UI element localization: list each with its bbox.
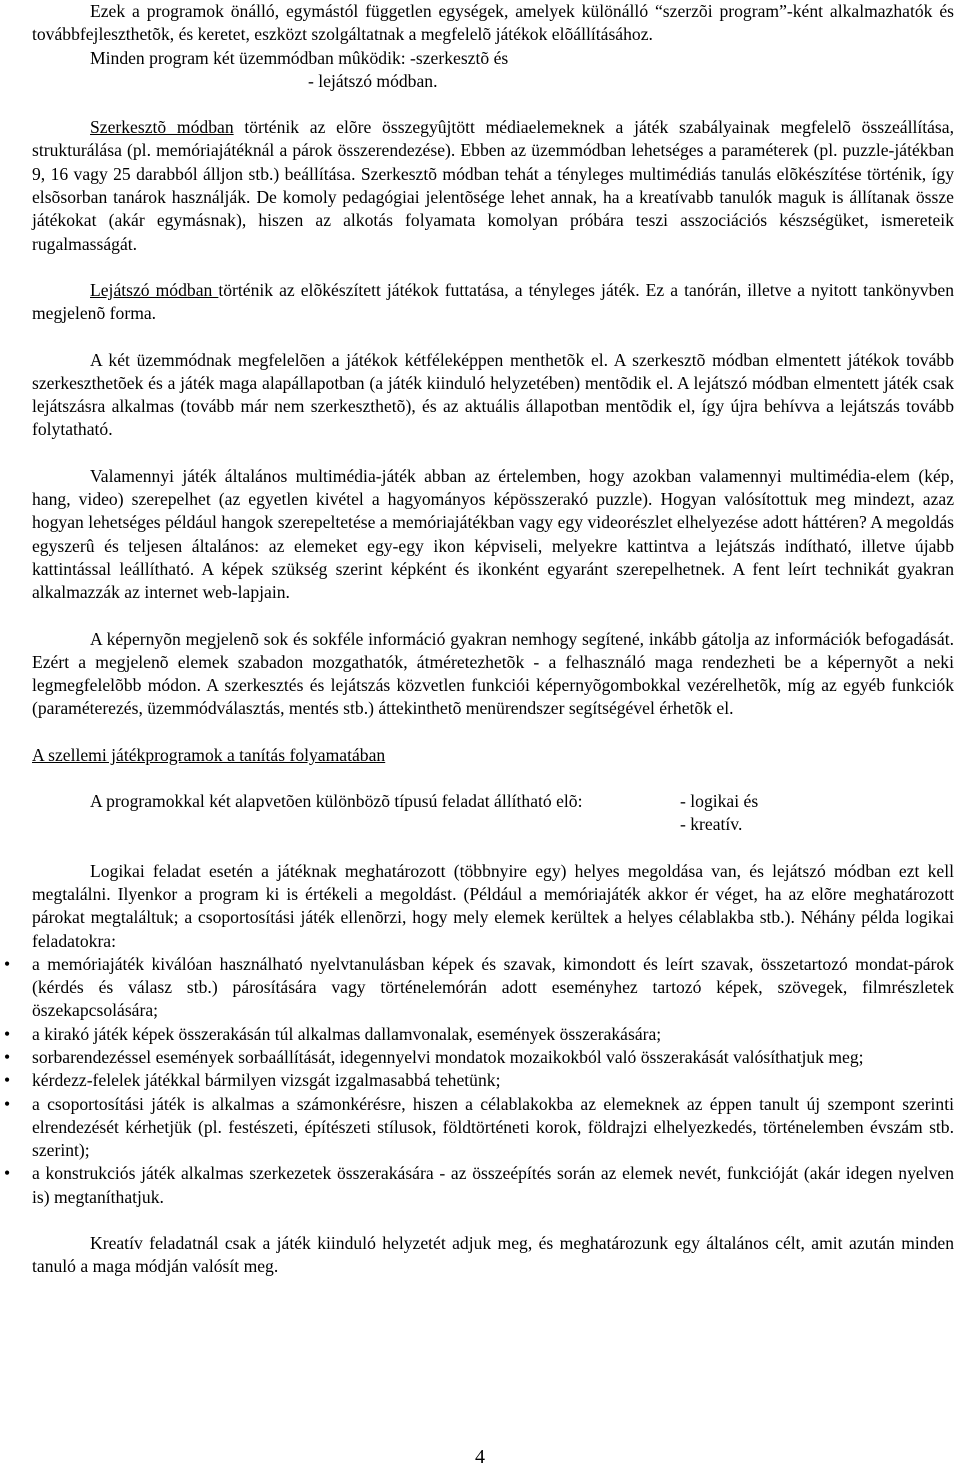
mode-playback (32, 70, 954, 93)
paragraph-playback-mode (32, 279, 954, 326)
editor-mode-text: történik az elõre összegyûjtött médiaelemeknek a játék szabályainak megfelelõ összeállítása, strukturálása (pl. memóriajátéknál a párok összerendezése). Ebben az üzemmódban lehetséges a paraméterek (pl. puzzle-játékban 9, 16 vagy 25 darabból álljon stb.) beállítása. Szerkesztõ módban tehát a tényleges multimédiás tanulás elõkészítése történik, így elsõsorban tanárok használják. De komoly pedagógiai jelentõsége lehet annak, ha a kreatívabb tanulók maguk is állítanak össze játékokat (akár egymásnak), hiszen az alkotás folyamata komolyan próbára teszi asszociációs készségüket, ismereteik rugalmasságát. (32, 117, 954, 254)
paragraph-saving: A két üzemmódnak megfelelõen a játékok kétféleképpen menthetõk el. A szerkesztõ módban elmentett játékok tovább szerkeszthetõek és a játék maga alapállapotban (a játék kiinduló helyzetében) mentõdik el. A lejátszó módban elmentett játék csak lejátszásra alkalmas (tovább már nem szerkeszthetõ), és az aktuális állapotban mentõdik el, így újra behívva a lejátszás tovább folytatható. (32, 349, 954, 440)
list-item: • a konstrukciós játék alkalmas szerkezetek összerakására - az összeépítés során az elemek nevét, funkcióját (akár idegen nyelven is) megtaníthatjuk. (32, 1162, 954, 1209)
examples-list (32, 953, 954, 1209)
paragraph-logical-task: Logikai feladat esetén a játéknak meghatározott (többnyire egy) helyes megoldása van, és lejátszó módban ezt kell megtalálni. Ilyenkor a program ki is értékeli a megoldást. (Például a memóriajáték akkor ér véget, ha az elõre meghatározott párokat megtaláltuk; a csoportosítási játék ellenõrzi, hogy mely elemek kerültek a helyes célablakba stb.). Néhány példa logikai feladatokra: (32, 860, 954, 951)
list-item: • a kirakó játék képek összerakásán túl alkalmas dallamvonalak, események összerakására; (32, 1023, 954, 1046)
list-item: • a csoportosítási játék is alkalmas a számonkérésre, hiszen a célablakokba az elemeknek az éppen tanult új szempont szerinti elrendezését kérhetjük (pl. festészeti, építészeti stílusok, földtörténeti korok, földrajzi elhelyezkedés, történelemben évszám stb. szerint); (32, 1093, 954, 1163)
list-item: • sorbarendezéssel események sorbaállítását, idegennyelvi mondatok mozaikokból való összerakását valósíthatjuk meg; (32, 1046, 954, 1069)
paragraph-intro: Ezek a programok önálló, egymástól független egységek, amelyek különálló “szerzõi program”-ként alkalmazhatók és továbbfejleszthetõk, és keretet, eszközt szolgáltatnak a megfelelõ játékok elõállításához. (32, 1, 954, 45)
task-option-creative: - kreatív. (680, 814, 743, 835)
task-types (32, 790, 954, 837)
task-intro: A programokkal két alapvetõen különbözõ típusú feladat állítható elõ: (90, 791, 583, 812)
term-editor-mode: Szerkesztõ módban (90, 117, 234, 138)
list-item: • kérdezz-felelek játékkal bármilyen vizsgát izgalmasabbá tehetünk; (32, 1069, 954, 1092)
page-number: 4 (475, 1446, 485, 1468)
document-page (32, 0, 954, 1279)
term-playback-mode: Lejátszó módban (90, 279, 219, 300)
paragraph-screen: A képernyõn megjelenõ sok és sokféle információ gyakran nemhogy segítené, inkább gátolja az információk befogadását. Ezért a megjelenõ elemek szabadon mozgathatók, átméretezhetõk - a felhasználó maga rendezheti be a képernyõt a neki legmegfelelõbb módon. A szerkesztés és lejátszás közvetlen funkciói képernyõgombokkal vezérelhetõk, míg az egyéb funkciók (paraméterezés, üzemmódválasztás, mentés stb.) áttekinthetõ menürendszer segítségével érhetõk el. (32, 628, 954, 719)
paragraph-editor-mode (32, 116, 954, 256)
paragraph-creative-task: Kreatív feladatnál csak a játék kiinduló helyzetét adjuk meg, és meghatározunk egy általános célt, amit azután minden tanuló a maga módján valósít meg. (32, 1233, 954, 1277)
section-heading: A szellemi játékprogramok a tanítás folyamatában (32, 744, 386, 765)
list-item: • a memóriajáték kiválóan használható nyelvtanulásban képek és szavak, kimondott és leírt szavak, összetartozó mondat-párok (kérdés és válasz stb.) párosítására vagy történelemórán adott eseményhez tartozó képek, szövegek, filmrészletek öszekapcsolására; (32, 953, 954, 1023)
task-options (680, 790, 758, 837)
paragraph-multimedia: Valamennyi játék általános multimédia-játék abban az értelemben, hogy azokban valamennyi multimédia-elem (kép, hang, video) szerepelhet (az egyetlen kivétel a hagyományos képösszerakó puzzle). Hogyan valósítottuk meg mindezt, azaz hogyan lehetséges például hangok szerepeltetése a memóriajátékban vagy egy videorészlet elhelyezése adott háttéren? A megoldás egyszerû és teljesen általános: az elemeket egy-egy ikon képviseli, melyekre kattintva a lejátszás indítható, illetve újabb kattintással leállítható. A képek szükség szerint képként és ikonként egyaránt szerepelhetnek. A fent leírt technikát gyakran alkalmazzák az internet web-lapjain. (32, 465, 954, 603)
task-option-logical: - logikai és (680, 791, 759, 812)
modes-intro: Minden program két üzemmódban mûködik: -szerkesztõ és (90, 47, 509, 68)
mode-playback-label: - lejátszó módban. (308, 70, 438, 91)
playback-mode-text: történik az elõkészített játékok futtatása, a tényleges játék. Ez a tanórán, illetve a nyitott tankönyvben megjelenõ forma. (32, 279, 954, 324)
